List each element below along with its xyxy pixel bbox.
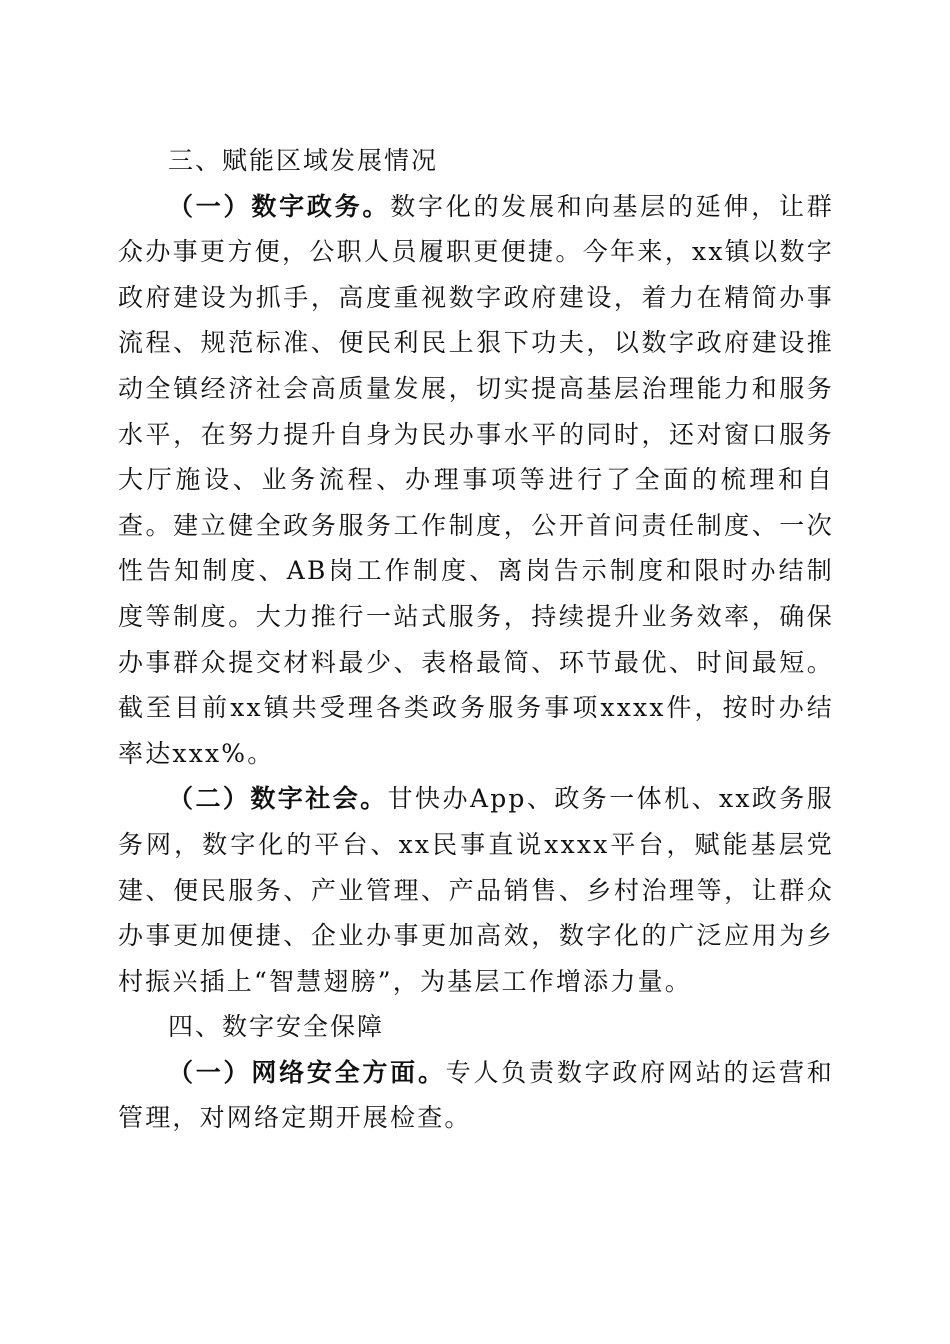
paragraph-network-security: [118, 1050, 834, 1141]
paragraph-text: 甘快办App、政务一体机、xx政务服务网，数字化的平台、xx民事直说xxxx平台，赋能基层党建、便民服务、产业管理、产品销售、乡村治理等，让群众办事更加便捷、企业办事更加高效，数字化的广泛应用为乡村振兴插上“智慧翅膀”，为基层工作增添力量。: [118, 784, 834, 996]
paragraph-lead: （一）数字政务。: [168, 191, 391, 221]
paragraph-lead: （一）网络安全方面。: [168, 1057, 446, 1087]
paragraph-lead: （二）数字社会。: [168, 784, 388, 814]
paragraph-text: 专人负责数字政府网站的运营和管理，对网络定期开展检查。: [118, 1057, 834, 1133]
document-body: [118, 138, 834, 1141]
paragraph-text: 数字化的发展和向基层的延伸，让群众办事更方便，公职人员履职更便捷。今年来，xx镇以数字政府建设为抓手，高度重视数字政府建设，着力在精简办事流程、规范标准、便民利民上狠下功夫，以数字政府建设推动全镇经济社会高质量发展，切实提高基层治理能力和服务水平，在努力提升自身为民办事水平的同时，还对窗口服务大厅施设、业务流程、办理事项等进行了全面的梳理和自查。建立健全政务服务工作制度，公开首问责任制度、一次性告知制度、AB岗工作制度、离岗告示制度和限时办结制度等制度。大力推行一站式服务，持续提升业务效率，确保办事群众提交材料最少、表格最简、环节最优、时间最短。截至目前xx镇共受理各类政务服务事项xxxx件，按时办结率达xxx%。: [118, 191, 835, 768]
paragraph-digital-government: [118, 184, 834, 777]
paragraph-digital-society: [118, 776, 834, 1004]
section-heading-3: 三、赋能区域发展情况: [168, 146, 439, 175]
section-heading-4: 四、数字安全保障: [168, 1012, 385, 1042]
